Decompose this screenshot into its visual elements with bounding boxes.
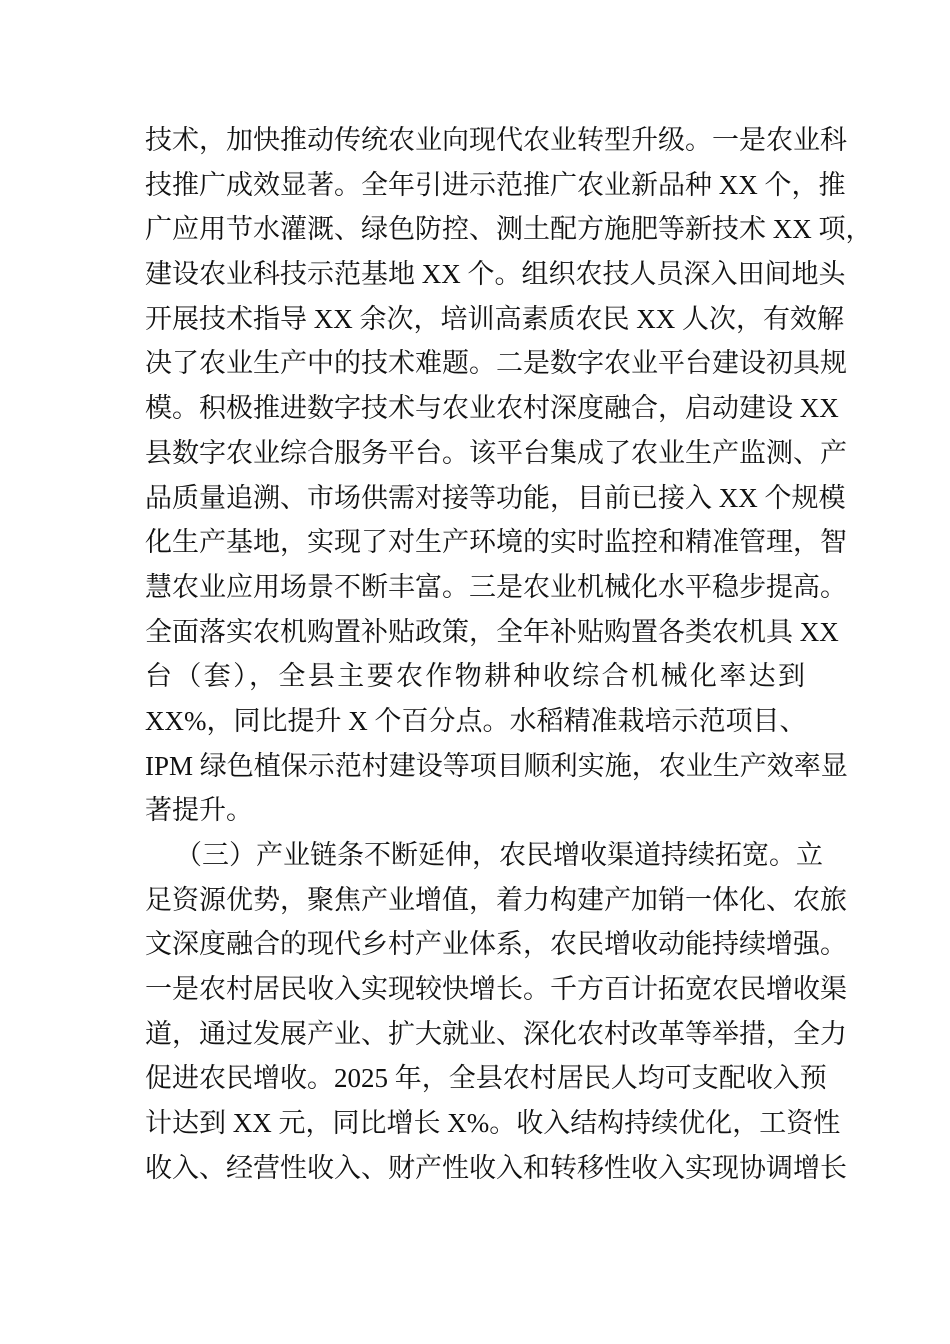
text-line: 慧农业应用场景不断丰富。三是农业机械化水平稳步提高。 <box>145 571 847 602</box>
text-line: 足资源优势，聚焦产业增值，着力构建产加销一体化、农旅 <box>145 884 847 915</box>
text-line: 建设农业科技示范基地 XX 个。组织农技人员深入田间地头 <box>145 259 846 290</box>
text-line: 台（套），全县主要农作物耕种收综合机械化率达到 <box>145 661 805 692</box>
text-line: 全面落实农机购置补贴政策，全年补贴购置各类农机具 XX <box>145 616 839 647</box>
text-line: XX%，同比提升 X 个百分点。水稻精准栽培示范项目、 <box>145 705 807 736</box>
text-line: 著提升。 <box>145 795 253 826</box>
text-line: 县数字农业综合服务平台。该平台集成了农业生产监测、产 <box>145 437 847 468</box>
text-line: 广应用节水灌溉、绿色防控、测土配方施肥等新技术 XX 项， <box>145 214 873 245</box>
text-line: 决了农业生产中的技术难题。二是数字农业平台建设初具规 <box>145 348 847 379</box>
text-line: 品质量追溯、市场供需对接等功能，目前已接入 XX 个规模 <box>145 482 846 513</box>
section-heading-line: （三）产业链条不断延伸，农民增收渠道持续拓宽。立 <box>175 840 823 870</box>
document-page <box>145 118 873 1191</box>
text-line: 化生产基地，实现了对生产环境的实时监控和精准管理，智 <box>145 527 847 558</box>
text-line: 道，通过发展产业、扩大就业、深化农村改革等举措，全力 <box>145 1018 847 1049</box>
text-line: 文深度融合的现代乡村产业体系，农民增收动能持续增强。 <box>145 929 847 960</box>
text-line: 一是农村居民收入实现较快增长。千方百计拓宽农民增收渠 <box>145 974 847 1005</box>
text-line: 技推广成效显著。全年引进示范推广农业新品种 XX 个，推 <box>145 169 846 200</box>
text-line: 技术，加快推动传统农业向现代农业转型升级。一是农业科 <box>145 125 847 155</box>
text-line: 计达到 XX 元，同比增长 X%。收入结构持续优化，工资性 <box>145 1108 841 1139</box>
text-line: IPM 绿色植保示范村建设等项目顺利实施，农业生产效率显 <box>145 750 848 781</box>
text-line: 促进农民增收。2025 年，全县农村居民人均可支配收入预 <box>145 1063 827 1094</box>
text-line: 模。积极推进数字技术与农业农村深度融合，启动建设 XX <box>145 393 839 424</box>
text-line: 收入、经营性收入、财产性收入和转移性收入实现协调增长 <box>145 1152 847 1183</box>
text-line: 开展技术指导 XX 余次，培训高素质农民 XX 人次，有效解 <box>145 303 844 334</box>
